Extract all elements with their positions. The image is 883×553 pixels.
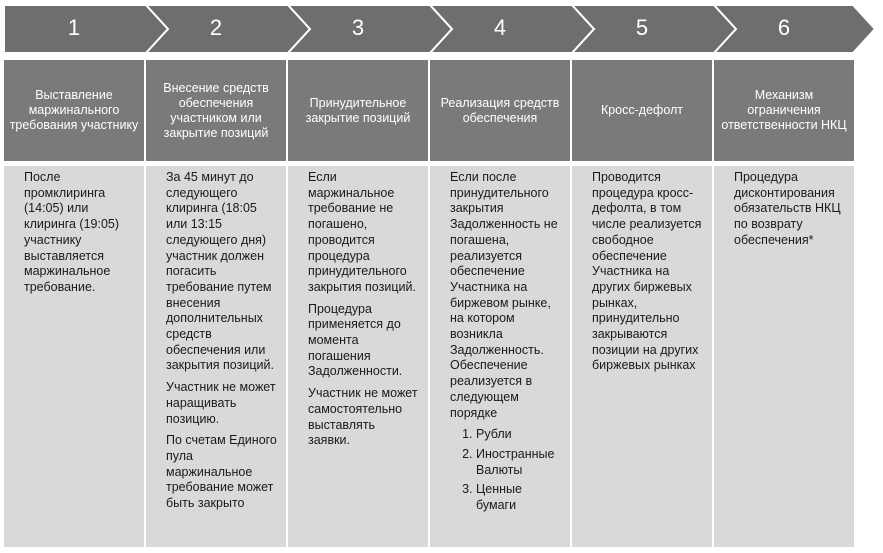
step-number-4: 4 bbox=[493, 15, 507, 40]
step-paragraph: Проводится процедура кросс-дефолта, в том числе реализуется свободное обеспечение Участника на других биржевых рынках, принудительно закрываются позиции на других биржевых рынках bbox=[592, 170, 702, 373]
step-number-6: 6 bbox=[777, 15, 791, 40]
asset-order-item: 1. Рубли bbox=[476, 427, 562, 443]
step-number-3: 3 bbox=[351, 15, 365, 40]
step-column-1 bbox=[4, 60, 144, 550]
step-paragraph: Участник не может наращивать позицию. bbox=[166, 380, 276, 426]
step-paragraph: Если маржинальное требование не погашено, проводится процедура принудительного закрытия позиций. bbox=[308, 170, 416, 294]
step-description-6 bbox=[714, 166, 854, 547]
step-paragraph: По счетам Единого пула маржинальное требование может быть закрыто bbox=[166, 433, 277, 511]
asset-order-item: 2. Иностранные Валюты bbox=[476, 447, 562, 478]
asset-order-item: 3. Ценные бумаги bbox=[476, 482, 562, 513]
step-number-2: 2 bbox=[209, 15, 223, 40]
step-paragraph: Процедура применяется до момента погашения Задолженности. bbox=[308, 301, 403, 379]
step-description-4 bbox=[430, 166, 570, 547]
step-title-1: Выставление маржинального требования участнику bbox=[4, 60, 144, 161]
step-number-5: 5 bbox=[635, 15, 649, 40]
step-column-5 bbox=[572, 60, 712, 550]
step-paragraph: Участник не может самостоятельно выставлять заявки. bbox=[308, 386, 418, 448]
step-column-4 bbox=[430, 60, 570, 550]
step-column-3 bbox=[288, 60, 428, 550]
step-description-3 bbox=[288, 166, 428, 547]
step-paragraph: После промклиринга (14:05) или клиринга (19:05) участнику выставляется маржинальное требование. bbox=[24, 170, 120, 294]
step-title-3: Принудительное закрытие позиций bbox=[288, 60, 428, 161]
step-column-6 bbox=[714, 60, 854, 550]
step-title-5: Кросс-дефолт bbox=[572, 60, 712, 161]
step-description-1 bbox=[4, 166, 144, 547]
step-paragraph: Если после принудительного закрытия Задолженность не погашена, реализуется обеспечение Участника на биржевом рынке, на котором возникла Задолженность. Обеспечение реализуется в следующем порядке bbox=[450, 170, 558, 420]
step-description-5 bbox=[572, 166, 712, 547]
step-column-2 bbox=[146, 60, 286, 550]
step-title-2: Внесение средств обеспечения участником или закрытие позиций bbox=[146, 60, 286, 161]
step-number-1: 1 bbox=[67, 15, 81, 40]
step-paragraph: За 45 минут до следующего клиринга (18:05 или 13:15 следующего дня) участник должен погасить требование путем внесения дополнительных средств обеспечения или закрытия позиций. bbox=[166, 170, 274, 373]
asset-order-list bbox=[450, 427, 562, 514]
step-description-2 bbox=[146, 166, 286, 547]
step-paragraph: Процедура дисконтирования обязательств НКЦ по возврату обеспечения* bbox=[734, 170, 841, 247]
step-title-4: Реализация средств обеспечения bbox=[430, 60, 570, 161]
step-title-6: Механизм ограничения ответственности НКЦ bbox=[714, 60, 854, 161]
